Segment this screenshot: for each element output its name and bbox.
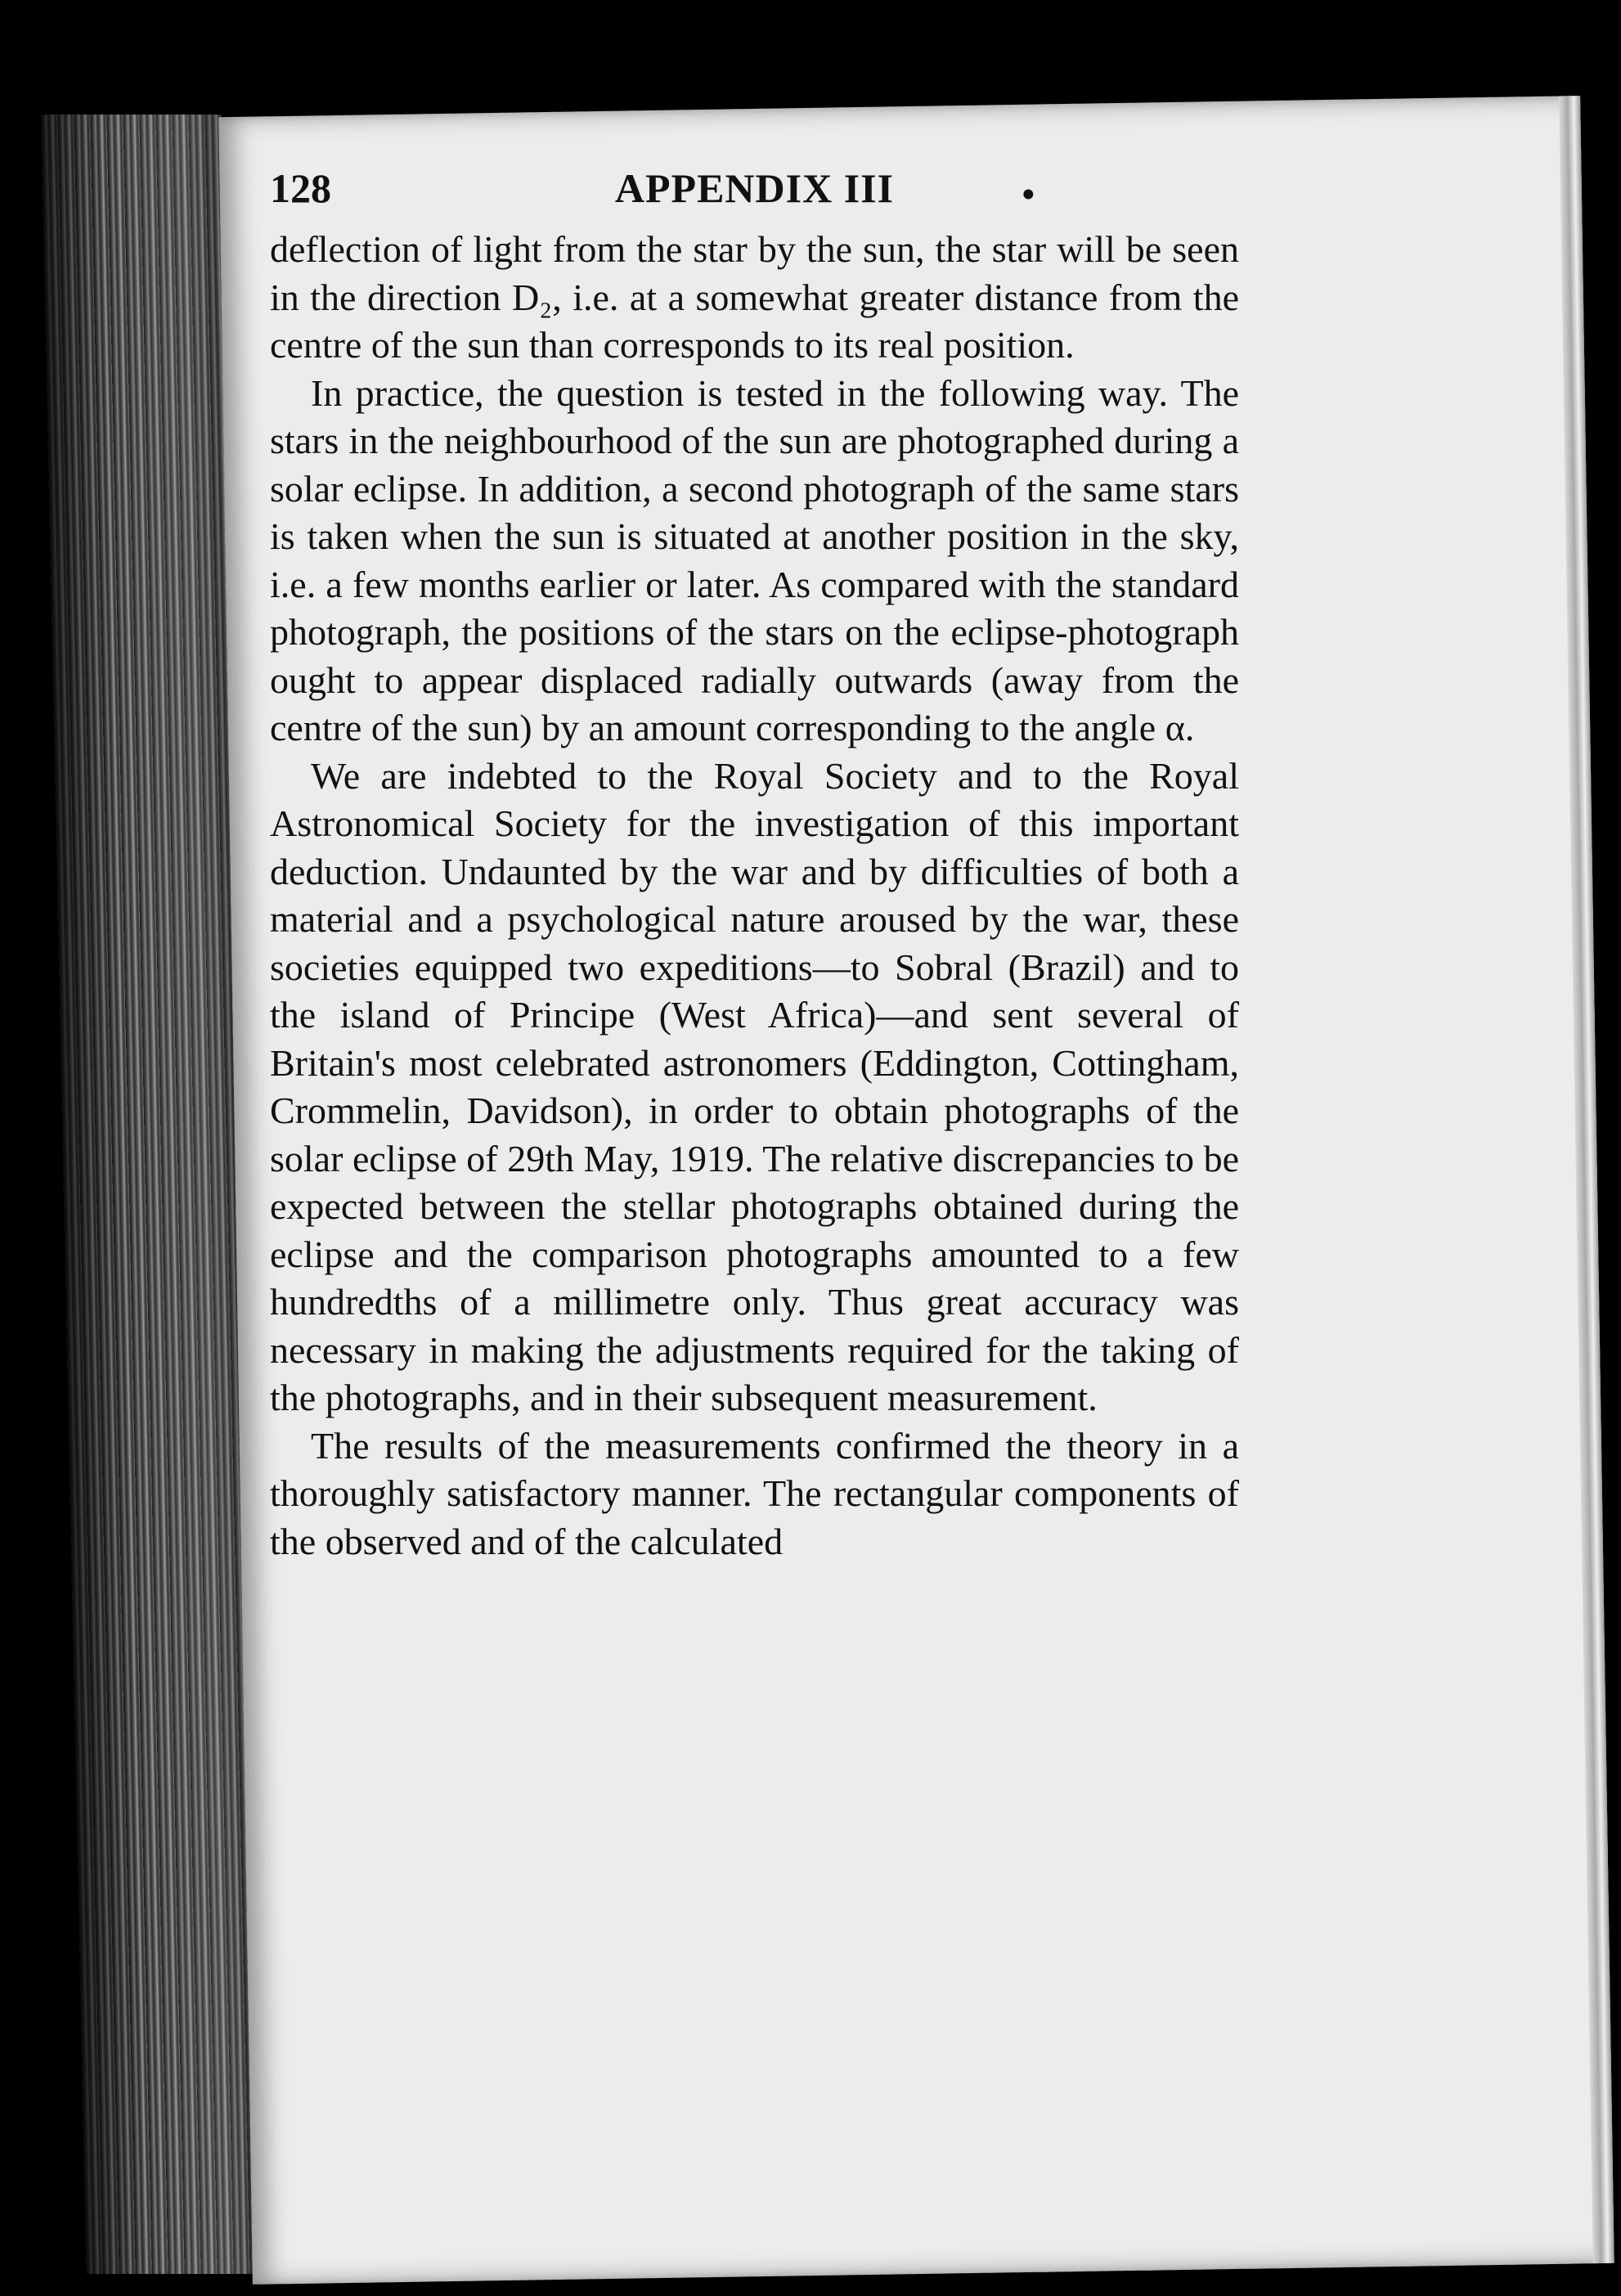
- page-content: [270, 155, 1239, 1566]
- running-head: [270, 155, 1239, 221]
- page-right-edge: [1559, 96, 1614, 2263]
- printed-mark: •: [1022, 174, 1035, 214]
- page-number: 128: [270, 165, 331, 211]
- paragraph: The results of the measurements confirmed the theory in a thoroughly satisfactory manner. The rectangular components of the observed and of the calculated: [270, 1424, 1239, 1562]
- page-title: APPENDIX III: [614, 165, 895, 211]
- paragraph: We are indebted to the Royal Society and to the Royal Astronomical Society for the investigation of this important deduction. Undaunted by the war and by difficulties of both a material and a psychological nature aroused by the war, these societies equipped two expeditions—to Sobral (Brazil) and to the island of Principe (West Africa)—and sent several of Britain's most celebrated astronomers (Eddington, Cottingham, Crommelin, Davidson), in order to obtain photographs of the solar eclipse of 29th May, 1919. The relative discrepancies to be expected between the stellar photographs obtained during the eclipse and the comparison photographs amounted to a few hundredths of a millimetre only. Thus great accuracy was necessary in making the adjustments required for the taking of the photographs, and in their subsequent measurement.: [270, 754, 1239, 1418]
- paragraph: deflection of light from the star by the sun, the star will be seen in the direction D₂, i.e. at a somewhat greater distance from the centre of the sun than corresponds to its real position.: [270, 228, 1239, 366]
- paragraph: In practice, the question is tested in the following way. The stars in the neighbourhood of the sun are photographed during a solar eclipse. In addition, a second photograph of the same stars is taken when the sun is situated at another position in the sky, i.e. a few months earlier or later. As compared with the standard photograph, the positions of the stars on the eclipse-photograph ought to appear displaced radially outwards (away from the centre of the sun) by an amount corresponding to the angle α.: [270, 371, 1239, 748]
